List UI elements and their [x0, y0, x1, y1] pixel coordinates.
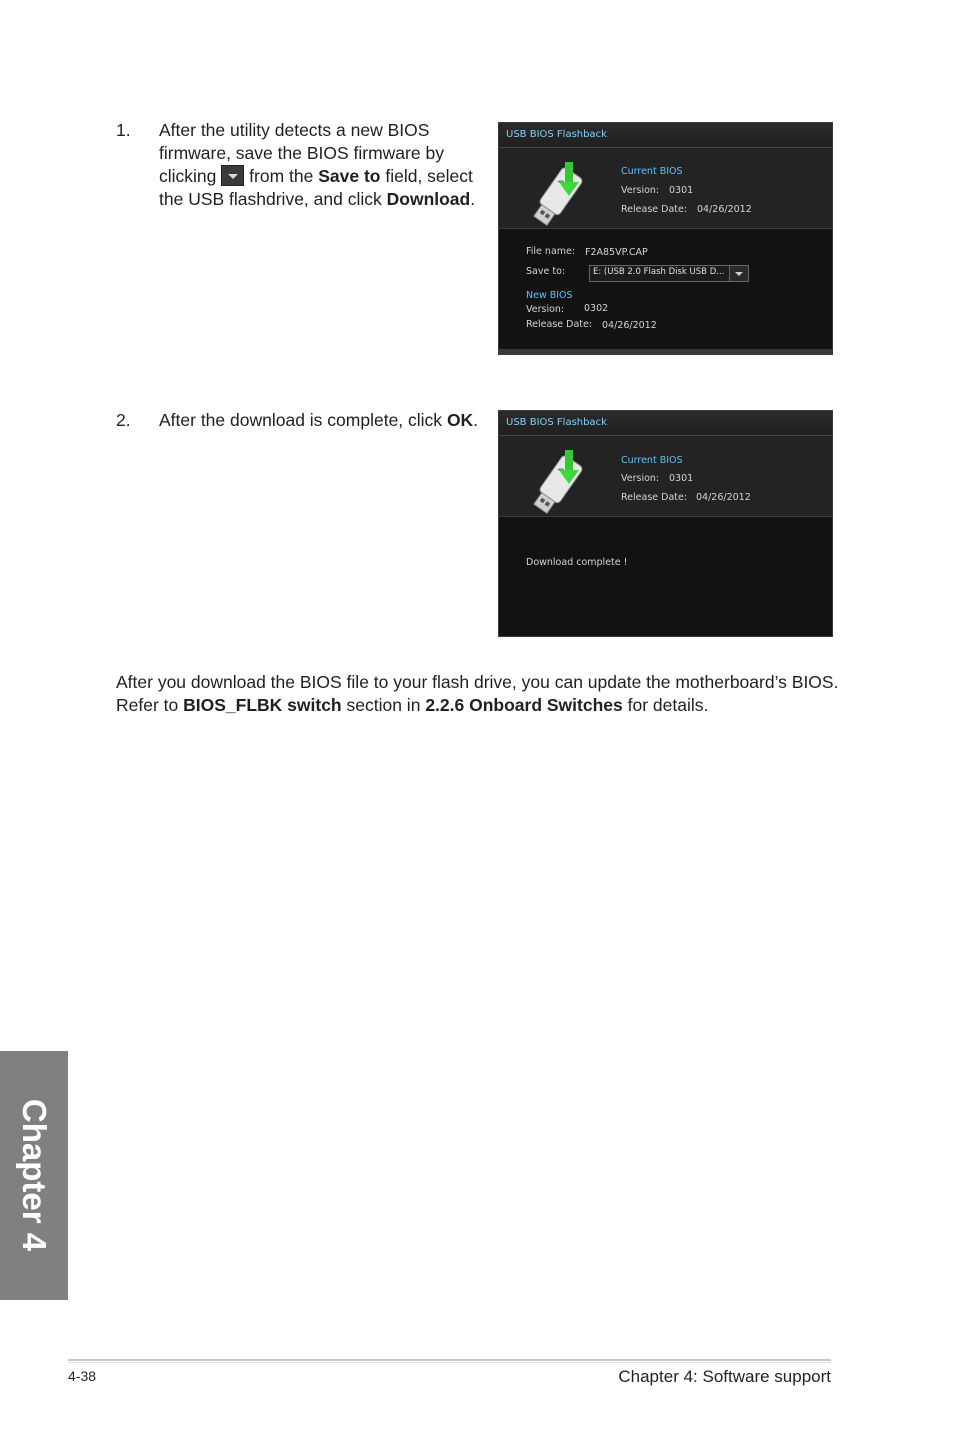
footer-divider	[68, 1359, 831, 1361]
step-text	[159, 119, 489, 211]
window-titlebar	[499, 123, 832, 148]
step-text-fragment: After the download is complete, click	[159, 410, 443, 430]
new-version-label: Version:	[526, 304, 565, 315]
current-bios-section	[499, 148, 832, 229]
paragraph-fragment: section in	[346, 695, 421, 715]
download-section	[499, 229, 832, 349]
step-text-fragment: the USB flashdrive, and click	[159, 189, 382, 209]
step-bold-fragment: OK	[446, 410, 474, 430]
usb-bios-flashback-window-2	[498, 410, 833, 637]
step-line: firmware, save the BIOS firmware by	[159, 143, 444, 163]
chapter-tab-label: Chapter 4	[16, 1098, 53, 1252]
step-line	[159, 188, 489, 211]
file-name-label: File name:	[526, 246, 576, 257]
window-title: USB BIOS Flashback	[506, 417, 607, 428]
step-number: 2.	[116, 410, 131, 430]
step-text-fragment: field, select	[385, 166, 473, 186]
step-bold-fragment: Download	[386, 189, 471, 209]
file-name-value: F2A85VP.CAP	[585, 247, 648, 258]
version-label: Version:	[621, 185, 660, 196]
status-section	[499, 517, 832, 636]
step-text	[159, 409, 489, 432]
window-bottom-bar	[499, 349, 832, 354]
usb-drive-icon	[525, 450, 589, 520]
version-value: 0301	[669, 473, 694, 484]
footer-chapter-title: Chapter 4: Software support	[618, 1367, 831, 1386]
save-to-dropdown[interactable]	[589, 265, 749, 282]
paragraph-line	[116, 694, 846, 717]
usb-drive-icon	[525, 162, 589, 232]
download-status-message: Download complete !	[526, 557, 628, 568]
step-text-fragment: clicking	[159, 166, 217, 186]
new-version-value: 0302	[584, 303, 609, 314]
current-bios-heading: Current BIOS	[621, 455, 683, 466]
new-release-date-value: 04/26/2012	[602, 320, 657, 331]
version-value: 0301	[669, 185, 694, 196]
step-bold-fragment: Save to	[318, 166, 381, 186]
paragraph-line: After you download the BIOS file to your flash drive, you can update the motherboard’s BIOS.	[116, 672, 839, 692]
step-text-fragment: .	[473, 410, 479, 430]
usb-bios-flashback-window-1	[498, 122, 833, 355]
dropdown-arrow-icon	[221, 165, 244, 186]
save-to-label: Save to:	[526, 266, 566, 277]
chapter-side-tab	[0, 1051, 68, 1300]
window-title: USB BIOS Flashback	[506, 129, 607, 140]
current-bios-section	[499, 436, 832, 517]
dropdown-arrow-icon[interactable]	[729, 266, 748, 281]
body-paragraph	[116, 671, 846, 717]
release-date-label: Release Date:	[621, 204, 688, 215]
version-label: Version:	[621, 473, 660, 484]
paragraph-fragment: for details.	[627, 695, 709, 715]
step-text-fragment: from the	[249, 166, 314, 186]
current-bios-heading: Current BIOS	[621, 166, 683, 177]
step-line	[159, 165, 489, 188]
release-date-label: Release Date:	[621, 492, 688, 503]
paragraph-bold-fragment: 2.2.6 Onboard Switches	[425, 695, 623, 715]
paragraph-bold-fragment: BIOS_FLBK switch	[183, 695, 342, 715]
save-to-value: E: (USB 2.0 Flash Disk USB D...	[593, 267, 725, 277]
new-release-date-label: Release Date:	[526, 319, 593, 330]
footer-divider	[68, 1362, 831, 1363]
window-titlebar	[499, 411, 832, 436]
step-number: 1.	[116, 120, 131, 140]
release-date-value: 04/26/2012	[697, 204, 752, 215]
page-number: 4-38	[68, 1368, 97, 1384]
release-date-value: 04/26/2012	[696, 492, 751, 503]
paragraph-fragment: Refer to	[116, 695, 179, 715]
step-text-fragment: .	[470, 189, 476, 209]
step-line: After the utility detects a new BIOS	[159, 120, 430, 140]
new-bios-heading: New BIOS	[526, 290, 573, 301]
